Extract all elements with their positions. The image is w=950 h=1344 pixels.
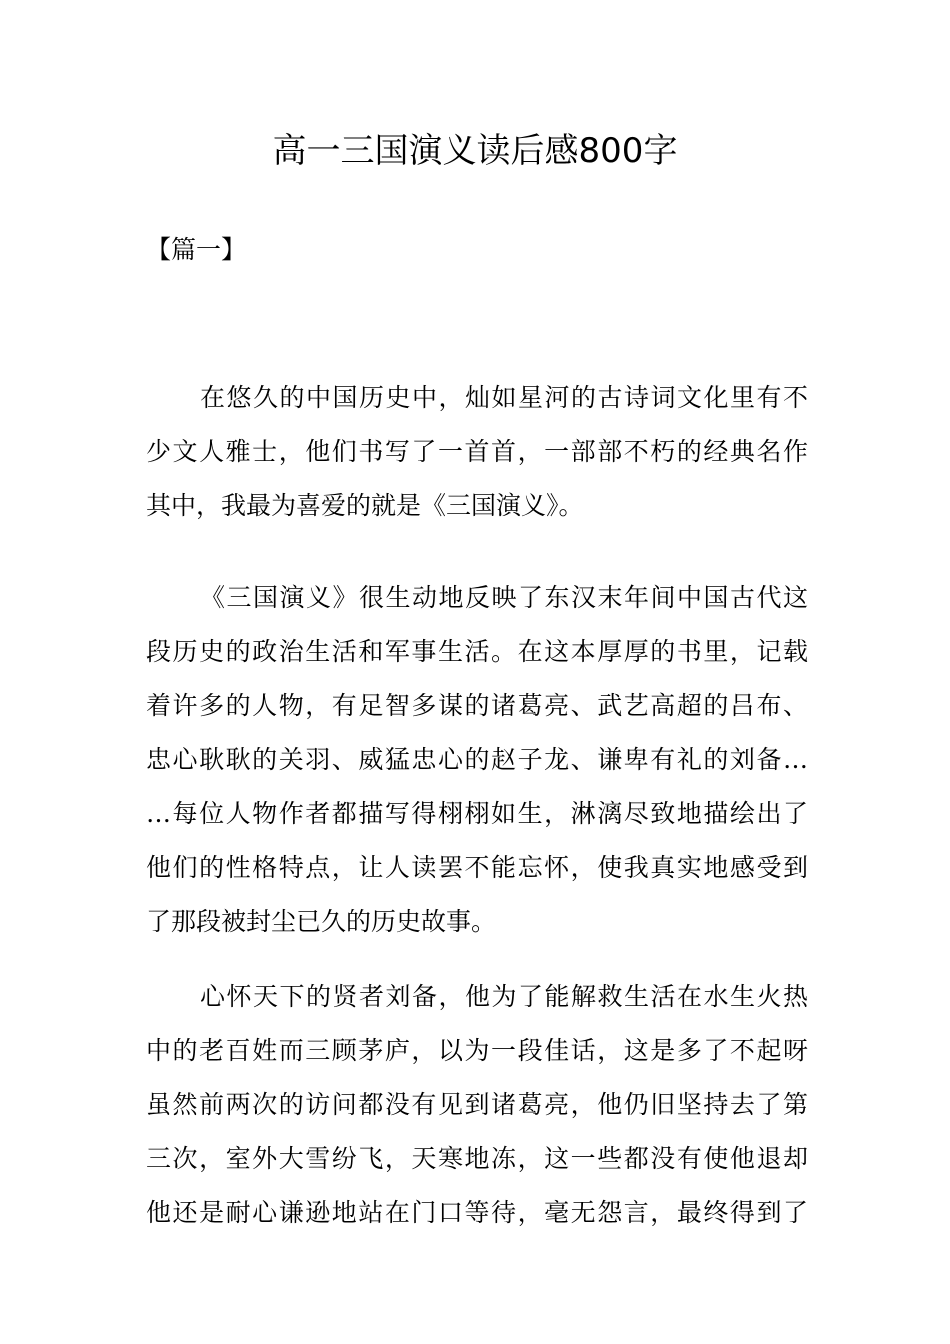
paragraph-line: 他还是耐心谦逊地站在门口等待，毫无怨言，最终得到了 (146, 1198, 808, 1227)
paragraph-line: …每位人物作者都描写得栩栩如生，淋漓尽致地描绘出了 (146, 799, 808, 828)
paragraph-line: 段历史的政治生活和军事生活。在这本厚厚的书里，记载 (146, 637, 808, 666)
paragraph-line: 着许多的人物，有足智多谋的诸葛亮、武艺高超的吕布、 (146, 691, 808, 720)
paragraph-3 (146, 970, 808, 1240)
paragraph-line: 少文人雅士，他们书写了一首首，一部部不朽的经典名作 (146, 437, 808, 466)
paragraph-line: 三次，室外大雪纷飞，天寒地冻，这一些都没有使他退却 (146, 1144, 808, 1173)
paragraph-line: 心怀天下的贤者刘备，他为了能解救生活在水生火热 (200, 982, 808, 1011)
paragraph-line: 他们的性格特点，让人读罢不能忘怀，使我真实地感受到 (146, 853, 808, 882)
paragraph-line: 其中，我最为喜爱的就是《三国演义》。 (146, 491, 584, 520)
paragraph-line: 忠心耿耿的关羽、威猛忠心的赵子龙、谦卑有礼的刘备… (146, 745, 808, 774)
document-title: 高一三国演义读后感800字 (272, 131, 678, 171)
paragraph-line: 了那段被封尘已久的历史故事。 (146, 907, 497, 936)
paragraph-line: 《三国演义》很生动地反映了东汉末年间中国古代这 (200, 583, 808, 612)
paragraph-2 (146, 571, 808, 949)
paragraph-1 (146, 371, 808, 533)
paragraph-line: 在悠久的中国历史中，灿如星河的古诗词文化里有不 (200, 383, 808, 412)
paragraph-line: 虽然前两次的访问都没有见到诸葛亮，他仍旧坚持去了第 (146, 1090, 808, 1119)
section-label: 【篇一】 (146, 235, 247, 264)
paragraph-line: 中的老百姓而三顾茅庐，以为一段佳话，这是多了不起呀 (146, 1036, 808, 1065)
